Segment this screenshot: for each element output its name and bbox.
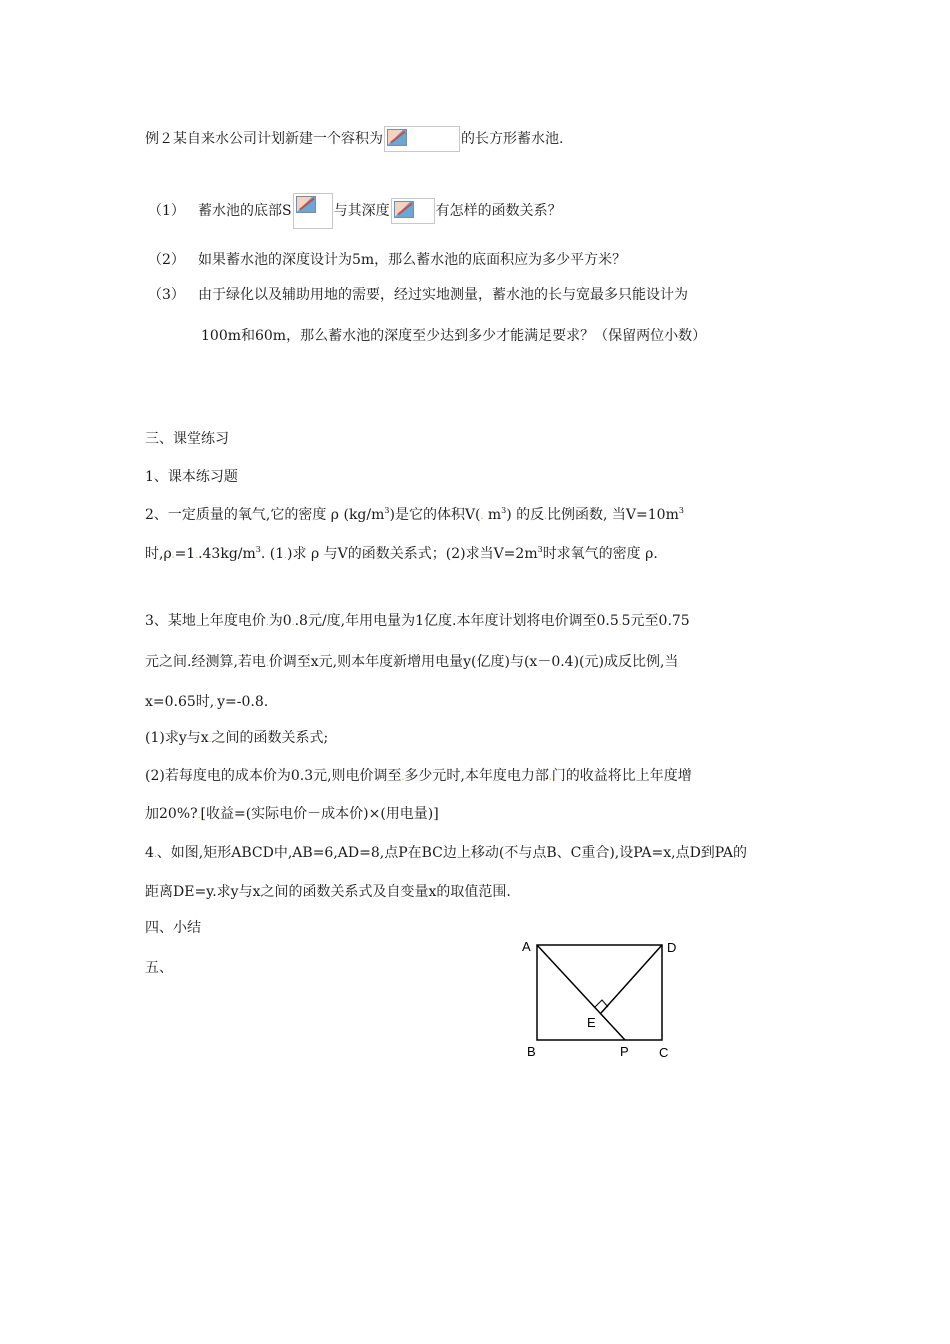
section5-heading: 五、 <box>145 960 173 976</box>
superscript: 3 <box>537 545 543 554</box>
item2-line2-c: .43kg/m <box>198 546 256 562</box>
edit-mark: . <box>197 811 201 821</box>
edit-mark: . <box>153 850 157 860</box>
example2-q1 <box>148 193 562 229</box>
right-angle-mark <box>595 1000 608 1007</box>
section3-item3-sub1 <box>145 728 328 750</box>
depth-image <box>391 198 435 224</box>
segment-de <box>601 945 662 1013</box>
label-b: B <box>527 1044 536 1059</box>
item3-sub2-c: 门的收益将比上年度增 <box>551 768 692 784</box>
q3-number: （3） <box>148 287 185 303</box>
item3-line6-b: [收益=(实际电价－成本价)×(用电量)] <box>200 806 439 822</box>
volume-image <box>384 126 460 152</box>
section3-item2-line1 <box>145 501 684 527</box>
item2-line2-a: 时,ρ <box>145 546 172 562</box>
edit-mark: . <box>401 773 405 783</box>
label-c: C <box>659 1045 669 1060</box>
item2-line2-d: . (1 <box>260 546 285 562</box>
edit-mark: . <box>480 512 484 522</box>
edit-mark: . <box>214 699 218 709</box>
edit-mark: . <box>548 773 552 783</box>
superscript: 3 <box>384 506 390 515</box>
edit-mark: . <box>265 659 269 669</box>
q1-text-b: 与其深度 <box>333 203 390 219</box>
q2-number: （2） <box>148 252 185 268</box>
superscript: 3 <box>678 506 684 515</box>
rectangle-abcd <box>537 945 662 1040</box>
superscript: 3 <box>501 506 507 515</box>
item3-sub1-b: 之间的函数关系式; <box>211 730 329 746</box>
broken-image-icon <box>387 129 407 146</box>
section3-item4-line1 <box>145 843 747 865</box>
item3-sub1-a: (1)求y与x <box>145 730 209 746</box>
q2-text: 如果蓄水池的深度设计为5m，那么蓄水池的底面积应为多少平方米？ <box>198 252 627 268</box>
section3-item3-line1 <box>145 611 690 633</box>
item3-line1-d: 5元至0.75 <box>621 613 690 629</box>
item3-sub2-b: 多少元时,本年度电力部 <box>404 768 549 784</box>
edit-mark: . <box>171 551 175 561</box>
item3-line2-b: 价调至x元,则本年度新增用电量y(亿度)与(x－0.4)(元)成反比例,当 <box>268 654 679 670</box>
item2-line2-b: =1 <box>174 546 196 562</box>
item3-line3-b: y=-0.8. <box>217 694 269 710</box>
section3-item3-line2 <box>145 652 678 674</box>
q1-text-a: 蓄水池的底部S <box>198 203 292 219</box>
item3-line6-a: 加20%? <box>145 806 198 822</box>
section3-item4-line2: 距离DE=y.求y与x之间的函数关系式及自变量x的取值范围. <box>145 884 511 900</box>
item3-line3-a: x=0.65时, <box>145 694 215 710</box>
example2-q3-line1 <box>148 285 688 305</box>
example2-intro <box>145 126 563 152</box>
segment-ap <box>537 945 625 1040</box>
edit-mark: . <box>284 551 288 561</box>
label-d: D <box>667 940 677 955</box>
item2-line1-e: 比例函数, 当V=10m <box>547 507 679 523</box>
area-image <box>293 193 333 229</box>
edit-mark: . <box>618 618 622 628</box>
edit-mark: . <box>544 512 548 522</box>
example2-q3-line2: 100m和60m，那么蓄水池的深度至少达到多少才能满足要求？（保留两位小数） <box>201 328 707 344</box>
label-e: E <box>587 1015 596 1030</box>
q1-number: （1） <box>148 203 185 219</box>
superscript: 3 <box>255 545 261 554</box>
example2-suffix: 的长方形蓄水池. <box>461 131 564 147</box>
item3-line1-b: 为0 <box>268 613 292 629</box>
broken-image-icon <box>296 196 316 213</box>
q3-line1: 由于绿化以及辅助用地的需要，经过实地测量，蓄水池的长与宽最多只能设计为 <box>198 287 688 303</box>
section3-item1: 1、课本练习题 <box>145 469 238 485</box>
item2-line1-c: m <box>483 507 502 523</box>
section3-item3-sub2 <box>145 766 692 788</box>
item2-line1-d: ) 的反 <box>506 507 545 523</box>
q1-text-c: 有怎样的函数关系？ <box>435 203 562 219</box>
item4-line1-a: 4 <box>145 845 154 861</box>
example2-prefix: 例２某自来水公司计划新建一个容积为 <box>145 131 383 147</box>
edit-mark: . <box>291 618 295 628</box>
section3-item3-line6 <box>145 804 439 826</box>
edit-mark: . <box>195 551 199 561</box>
broken-image-icon <box>394 201 414 218</box>
edit-mark: . <box>265 618 269 628</box>
item4-line1-b: 、如图,矩形ABCD中,AB=6,AD=8,点P在BC边上移动(不与点B、C重合),设PA=x,点D到PA的 <box>156 845 748 861</box>
example2-q2 <box>148 250 626 270</box>
label-p: P <box>620 1044 629 1059</box>
section3-item3-line3 <box>145 692 268 714</box>
item2-line2-f: 时求氧气的密度 ρ. <box>542 546 658 562</box>
item3-sub2-a: (2)若每度电的成本价为0.3元,则电价调至 <box>145 768 402 784</box>
item3-line2-a: 元之间.经测算,若电 <box>145 654 266 670</box>
section3-heading: 三、课堂练习 <box>145 431 229 447</box>
label-a: A <box>522 939 531 954</box>
item2-line1-a: 2、一定质量的氧气,它的密度 ρ (kg/m <box>145 507 385 523</box>
item3-line1-c: .8元/度,年用电量为1亿度.本年度计划将电价调至0.5 <box>294 613 619 629</box>
section3-item2-line2 <box>145 540 658 566</box>
edit-mark: . <box>208 735 212 745</box>
rectangle-figure <box>515 935 705 1065</box>
section4-heading: 四、小结 <box>145 920 201 936</box>
item3-line1-a: 3、某地上年度电价 <box>145 613 266 629</box>
item2-line2-e: )求 ρ 与V的函数关系式；(2)求当V=2m <box>287 546 538 562</box>
item2-line1-b: )是它的体积V( <box>389 507 481 523</box>
